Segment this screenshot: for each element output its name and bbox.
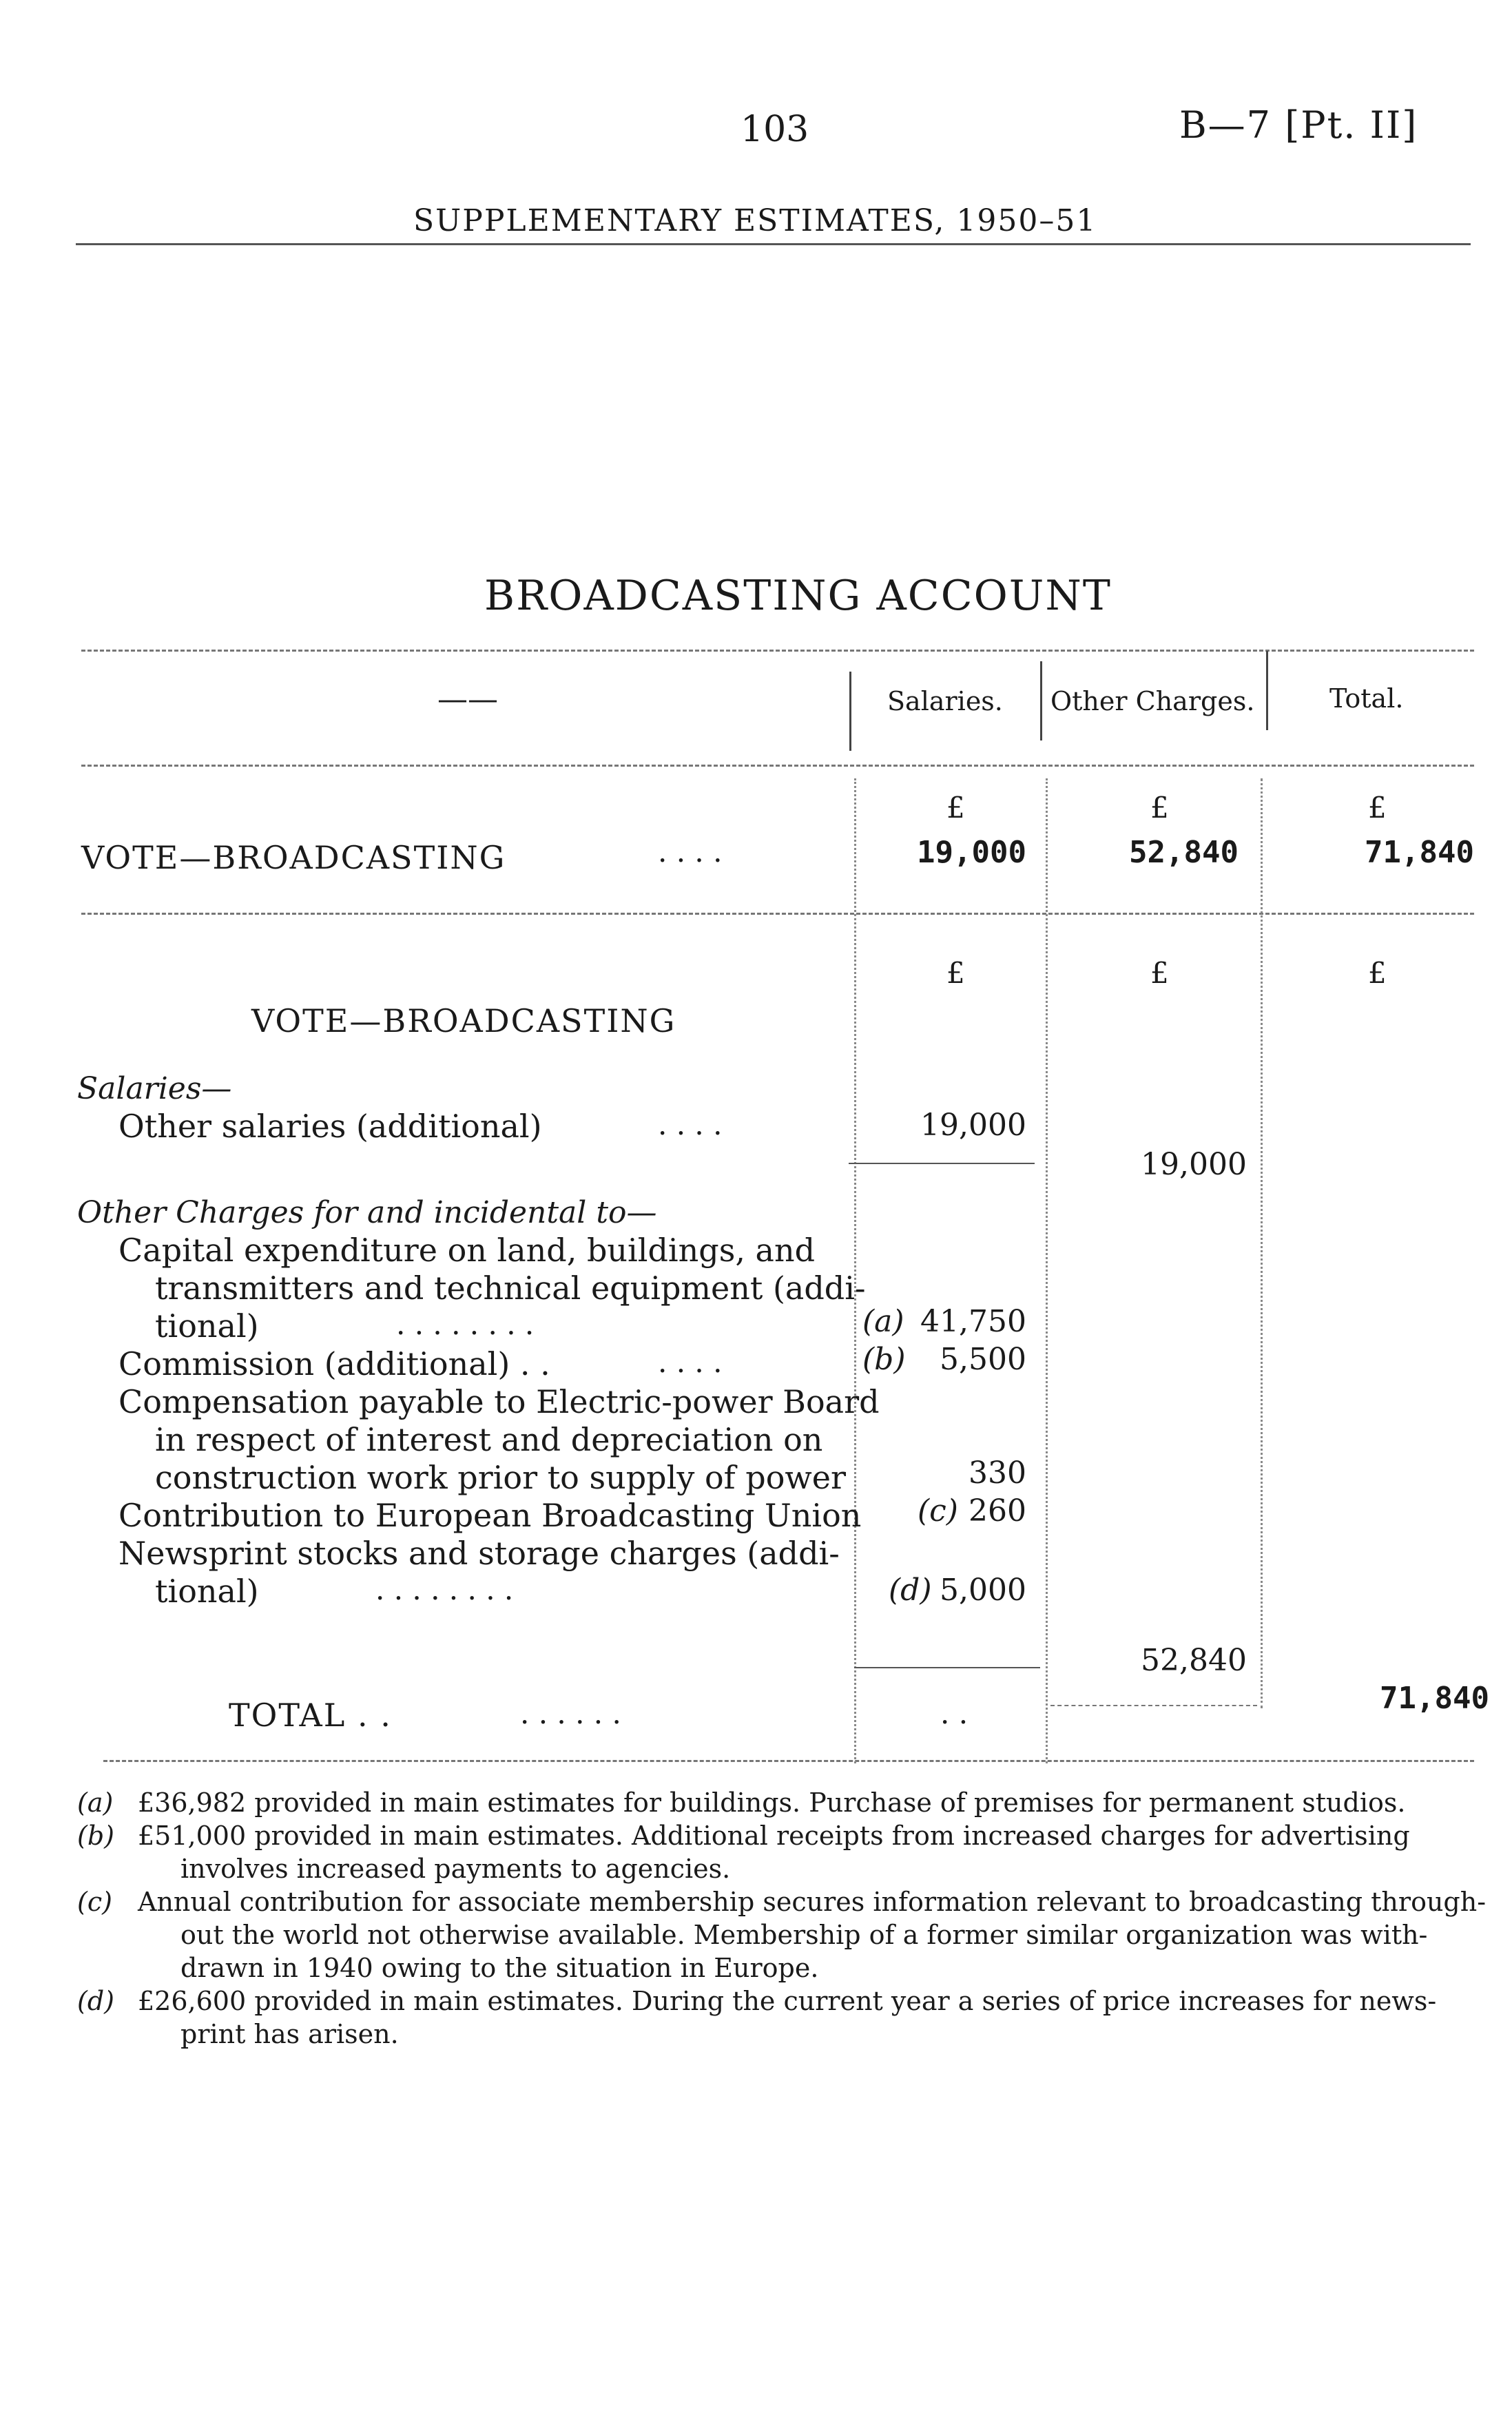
- summary-salaries-value: 19,000: [917, 835, 1026, 870]
- item-newsprint-line-2: tional): [155, 1573, 259, 1610]
- salaries-subtotal-rule: [849, 1163, 1035, 1164]
- item-commission-leader: . . . .: [658, 1345, 723, 1379]
- item-capital-leader: . . . . . . . .: [396, 1307, 535, 1341]
- other-charges-header: Other Charges.: [1050, 686, 1255, 716]
- footnote-d-line-2: print has arisen.: [180, 2019, 399, 2049]
- summary-row-leader: . . . .: [658, 835, 723, 869]
- other-charges-heading: Other Charges for and incidental to—: [77, 1195, 657, 1230]
- salaries-header: Salaries.: [887, 686, 1003, 716]
- item-newsprint-value: 5,000: [940, 1573, 1026, 1608]
- salaries-subtotal: 19,000: [1141, 1147, 1247, 1182]
- series-label: B—7 [Pt. II]: [1179, 103, 1418, 147]
- col-divider-3: [1261, 778, 1263, 1708]
- item-compensation-line-1: Compensation payable to Electric-power Board: [118, 1383, 880, 1420]
- currency-salaries: £: [946, 791, 965, 825]
- footnote-b-mark: (b): [77, 1821, 114, 1851]
- currency-other-detail: £: [1150, 956, 1169, 990]
- running-title: SUPPLEMENTARY ESTIMATES, 1950–51: [413, 203, 1097, 238]
- col-divider-header-3: [1266, 651, 1268, 730]
- header-bottom-rule: [81, 765, 1474, 767]
- item-commission-value: 5,500: [940, 1342, 1026, 1377]
- item-newsprint-leader: . . . . . . . .: [375, 1573, 514, 1606]
- footnote-d-mark: (d): [77, 1986, 114, 2016]
- other-salaries-leader: . . . .: [658, 1108, 723, 1141]
- other-salaries-value: 19,000: [920, 1108, 1026, 1143]
- summary-total-value: 71,840: [1365, 835, 1474, 870]
- item-ebu-line-1: Contribution to European Broadcasting Union: [118, 1497, 862, 1534]
- table-bottom-rule: [103, 1760, 1474, 1762]
- currency-salaries-detail: £: [946, 956, 965, 990]
- other-subtotal-rule: [1050, 1705, 1257, 1706]
- detail-heading: VOTE—BROADCASTING: [251, 1002, 676, 1039]
- footnote-b-line-2: involves increased payments to agencies.: [180, 1854, 731, 1884]
- footnote-a-mark: (a): [77, 1788, 114, 1818]
- item-capital-line-1: Capital expenditure on land, buildings, and: [118, 1232, 816, 1269]
- footnote-c-line-3: drawn in 1940 owing to the situation in Europe.: [180, 1953, 819, 1983]
- first-column-header: ——: [437, 682, 498, 717]
- footnote-c-line-1: Annual contribution for associate membership secures information relevant to broadcasting through-: [138, 1887, 1487, 1917]
- other-charges-subtotal: 52,840: [1141, 1643, 1247, 1678]
- item-capital-line-2: transmitters and technical equipment (addi-: [155, 1270, 866, 1307]
- col-divider-header-2: [1040, 661, 1042, 740]
- total-header: Total.: [1329, 683, 1404, 714]
- footnote-b-line-1: £51,000 provided in main estimates. Additional receipts from increased charges for advertising: [138, 1821, 1410, 1851]
- table-top-rule: [81, 650, 1474, 652]
- item-compensation-value: 330: [969, 1455, 1026, 1491]
- summary-bottom-rule: [81, 913, 1474, 915]
- item-capital-ref: (a): [862, 1304, 904, 1339]
- item-commission-ref: (b): [862, 1342, 906, 1377]
- footnote-c-line-2: out the world not otherwise available. Membership of a former similar organization was with-: [180, 1920, 1428, 1950]
- summary-row-label: VOTE—BROADCASTING: [81, 839, 506, 876]
- section-title: BROADCASTING ACCOUNT: [484, 572, 1112, 620]
- page-number: 103: [741, 109, 809, 150]
- item-newsprint-line-1: Newsprint stocks and storage charges (addi-: [118, 1535, 840, 1572]
- item-ebu-value: 260: [969, 1493, 1026, 1529]
- summary-other-value: 52,840: [1129, 835, 1239, 870]
- header-rule: [76, 243, 1471, 245]
- item-capital-value: 41,750: [920, 1304, 1026, 1339]
- total-row-leader: . . . . . .: [520, 1697, 621, 1730]
- item-compensation-line-3: construction work prior to supply of power: [155, 1459, 847, 1496]
- total-row-label: TOTAL . .: [229, 1697, 392, 1734]
- other-salaries-label: Other salaries (additional): [118, 1108, 542, 1145]
- item-capital-line-3: tional): [155, 1307, 259, 1345]
- grand-total-value: 71,840: [1380, 1681, 1489, 1716]
- currency-total-detail: £: [1368, 956, 1387, 990]
- currency-other: £: [1150, 791, 1169, 825]
- item-ebu-ref: (c): [918, 1493, 958, 1529]
- item-commission-line-1: Commission (additional) . .: [118, 1345, 550, 1382]
- currency-total: £: [1368, 791, 1387, 825]
- footnote-d-line-1: £26,600 provided in main estimates. During the current year a series of price increases for news-: [138, 1986, 1437, 2016]
- footnote-a-line-1: £36,982 provided in main estimates for buildings. Purchase of premises for permanent studios.: [138, 1788, 1406, 1818]
- other-subtotal-rule-salaries: [854, 1667, 1040, 1668]
- item-compensation-line-2: in respect of interest and depreciation on: [155, 1421, 823, 1458]
- item-newsprint-ref: (d): [889, 1573, 932, 1608]
- col-divider-2: [1046, 778, 1048, 1763]
- col-divider-header-1: [849, 672, 851, 751]
- salaries-group-heading: Salaries—: [77, 1071, 232, 1106]
- footnote-c-mark: (c): [77, 1887, 112, 1917]
- total-row-salaries: . .: [940, 1697, 969, 1730]
